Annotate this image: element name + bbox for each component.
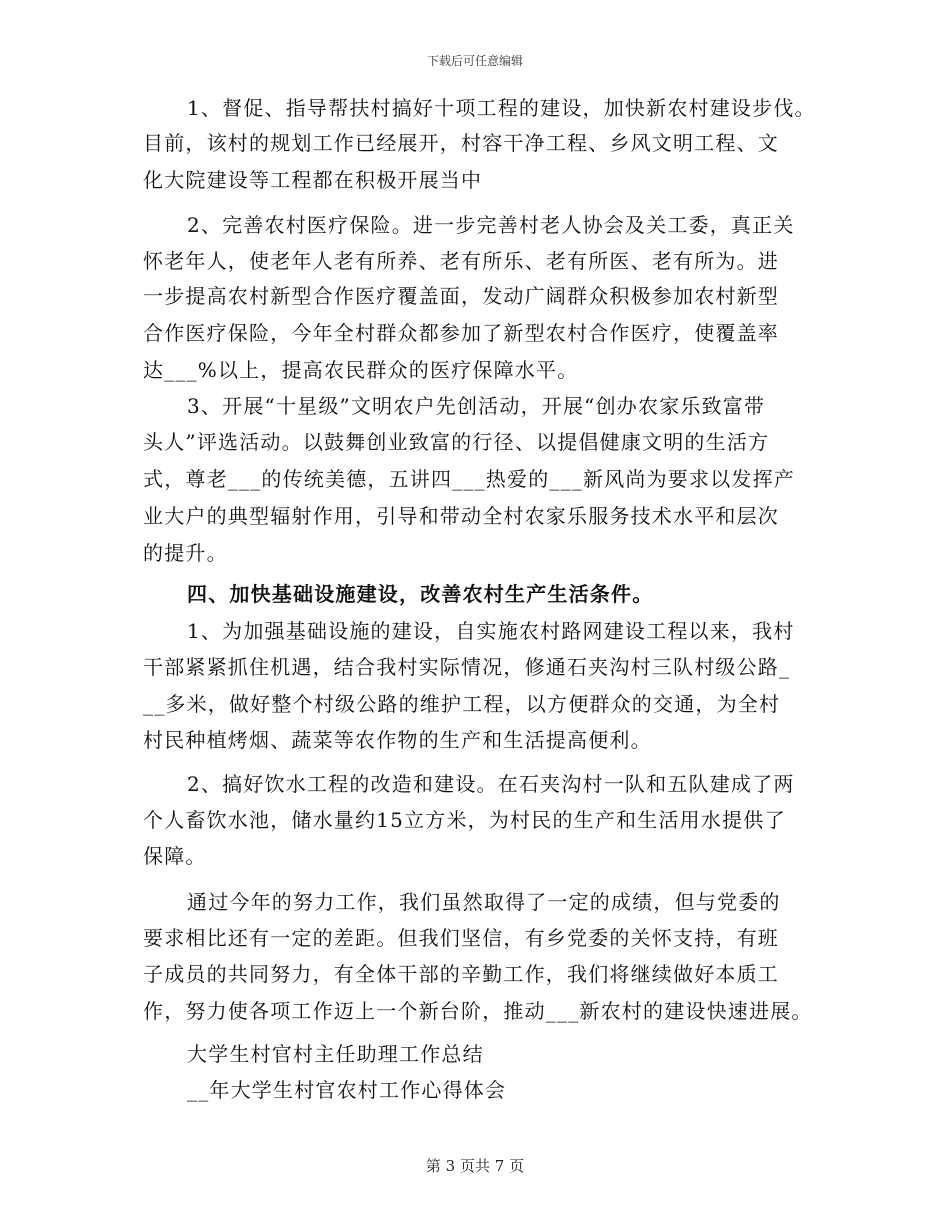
text-line: 通过今年的努力工作，我们虽然取得了一定的成绩，但与党委的 [187, 890, 781, 914]
text-line: 2、搞好饮水工程的改造和建设。在石夹沟村一队和五队建成了两 [187, 772, 795, 796]
text-line: 子成员的共同努力，有全体干部的辛勤工作，我们将继续做好本质工 [143, 962, 779, 986]
text-line: 村民种植烤烟、蔬菜等农作物的生产和生活提高便利。 [143, 728, 652, 752]
text-line: 业大户的典型辐射作用，引导和带动全村农家乐服务技术水平和层次 [143, 504, 779, 528]
text-line: 个人畜饮水池，储水量约15立方米，为村民的生产和生活用水提供了 [143, 808, 786, 832]
text-line: 一步提高农村新型合作医疗覆盖面，发动广阔群众积极参加农村新型 [143, 284, 779, 308]
text-line: 化大院建设等工程都在积极开展当中 [143, 168, 483, 192]
text-line: 3、开展“十星级”文明农户先创活动，开展“创办农家乐致富带 [187, 394, 766, 418]
text-line: 式，尊老___的传统美德，五讲四___热爱的___新风尚为要求以发挥产 [143, 467, 795, 491]
text-line: 怀老年人，使老年人老有所养、老有所乐、老有所医、老有所为。进 [143, 249, 779, 273]
text-line: 头人”评选活动。以鼓舞创业致富的行径、以提倡健康文明的生活方 [143, 430, 770, 454]
text-line: 1、督促、指导帮扶村搞好十项工程的建设，加快新农村建设步伐。 [187, 96, 816, 120]
text-line: 作，努力使各项工作迈上一个新台阶，推动___新农村的建设快速进展。 [143, 999, 813, 1023]
text-line: 的提升。 [143, 541, 228, 565]
text-line: 达___%以上，提高农民群众的医疗保障水平。 [143, 358, 579, 382]
text-line: 干部紧紧抓住机遇，结合我村实际情况，修通石夹沟村三队村级公路_ [143, 655, 791, 679]
text-line: 要求相比还有一定的差距。但我们坚信，有乡党委的关怀支持，有班 [143, 926, 779, 950]
text-line: __年大学生村官农村工作心得体会 [187, 1078, 507, 1102]
text-line: 1、为加强基础设施的建设，自实施农村路网建设工程以来，我村 [187, 619, 795, 643]
text-line: 2、完善农村医疗保险。进一步完善村老人协会及关工委，真正关 [187, 213, 795, 237]
page-number: 第 3 页共 7 页 [425, 1157, 525, 1175]
text-line: 保障。 [143, 844, 207, 868]
text-line: 合作医疗保险，今年全村群众都参加了新型农村合作医疗，使覆盖率 [143, 321, 779, 345]
text-line: __多米，做好整个村级公路的维护工程，以方便群众的交通，为全村 [143, 692, 781, 716]
section-heading: 四、加快基础设施建设，改善农村生产生活条件。 [187, 582, 654, 606]
text-line: 大学生村官村主任助理工作总结 [187, 1042, 484, 1066]
text-line: 目前，该村的规划工作已经展开，村容干净工程、乡风文明工程、文 [143, 131, 779, 155]
page-header: 下载后可任意编辑 [426, 54, 523, 68]
